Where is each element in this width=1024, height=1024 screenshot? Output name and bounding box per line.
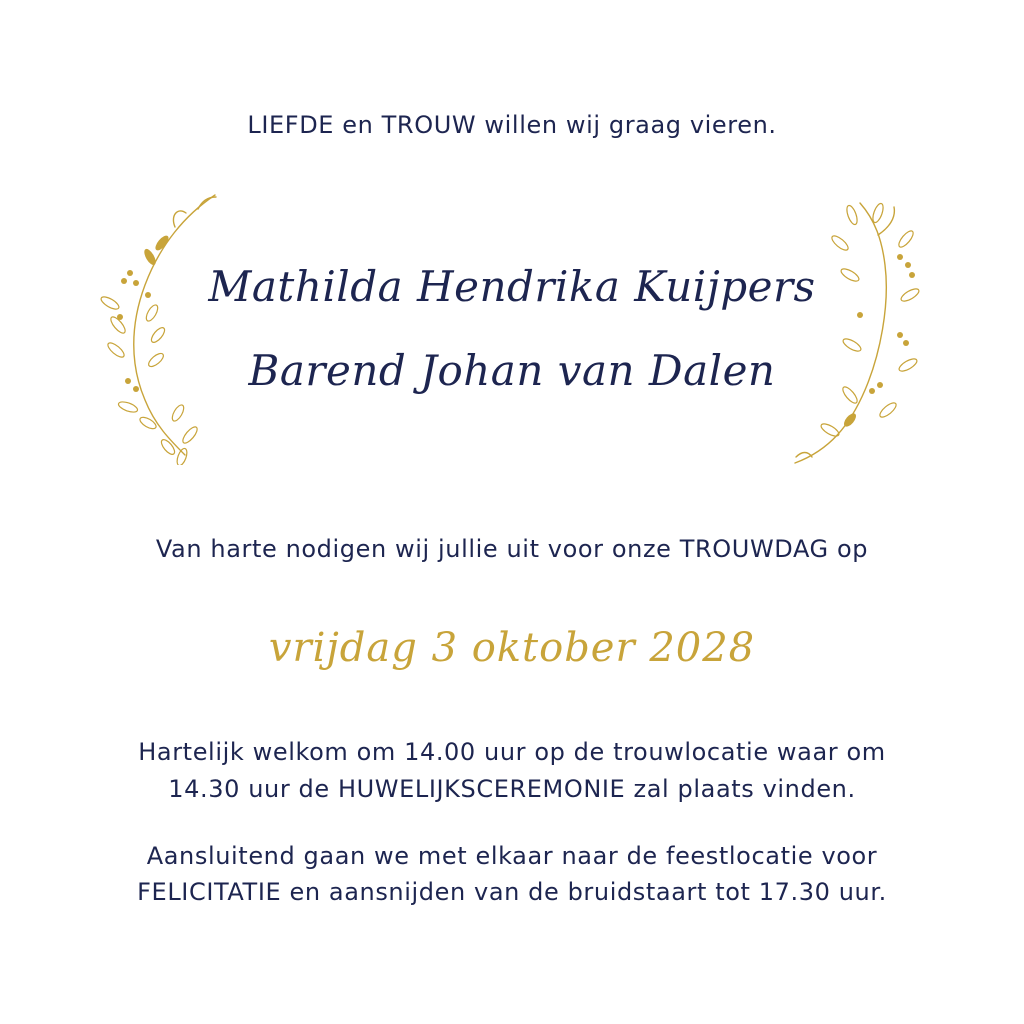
ceremony-line-2: 14.30 uur de HUWELIJKSCEREMONIE zal plaats vinden. [168, 775, 856, 803]
groom-name: Barend Johan van Dalen [248, 346, 776, 395]
reception-line-2: FELICITATIE en aansnijden van de bruidstaart tot 17.30 uur. [137, 878, 887, 906]
intro-text: LIEFDE en TROUW willen wij graag vieren. [247, 111, 777, 139]
ceremony-line-1: Hartelijk welkom om 14.00 uur op de trouwlocatie waar om [138, 738, 886, 766]
reception-line-1: Aansluitend gaan we met elkaar naar de feestlocatie voor [146, 842, 878, 870]
invitation-text: Van harte nodigen wij jullie uit voor onze TROUWDAG op [155, 535, 869, 563]
laurel-branch-icon [90, 185, 230, 465]
bride-name: Mathilda Hendrika Kuijpers [208, 262, 816, 311]
laurel-branch-icon [790, 195, 930, 470]
wedding-date: vrijdag 3 oktober 2028 [268, 625, 756, 671]
